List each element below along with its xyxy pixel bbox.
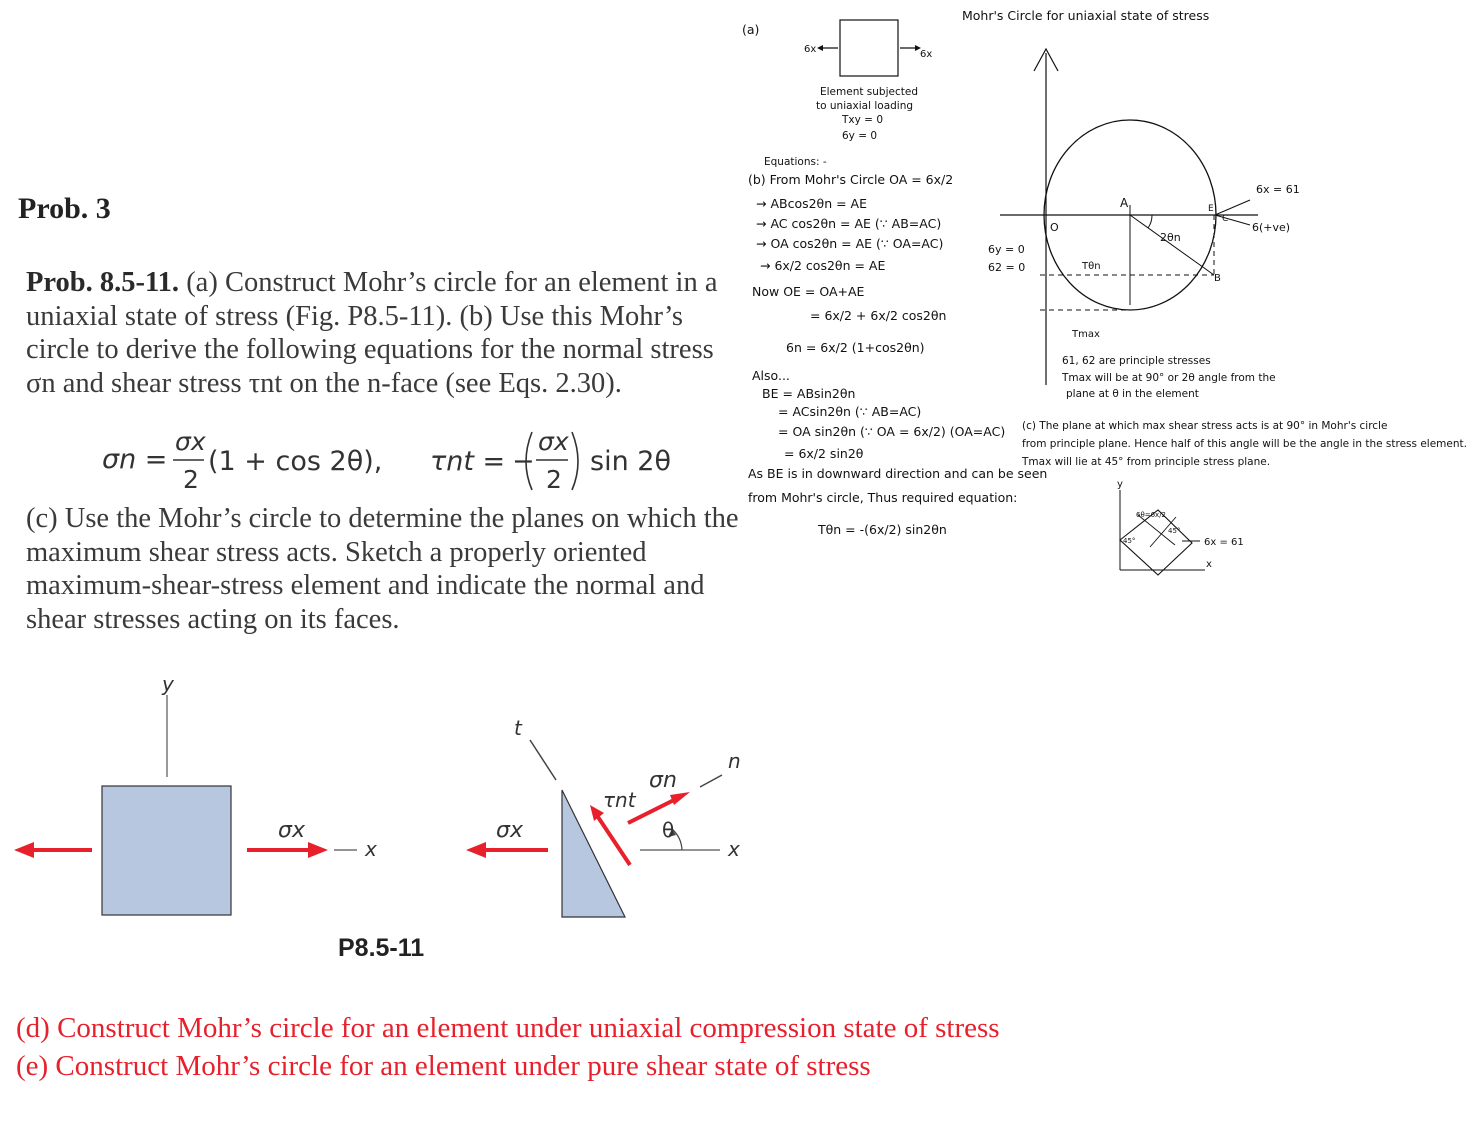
mohr-O: O bbox=[1050, 221, 1059, 234]
hw-element-sx-right: 6x bbox=[920, 49, 933, 60]
stress-element-square bbox=[102, 786, 231, 915]
sketch-x-label: x bbox=[1206, 559, 1212, 570]
tau-arrow-head bbox=[590, 805, 604, 821]
hw-also-line-1: BE = ABsin2θn bbox=[762, 386, 856, 401]
figure-label: P8.5-11 bbox=[338, 934, 425, 962]
eq-tau-rest: sin 2θ bbox=[590, 446, 671, 477]
mohr-pointer-1 bbox=[1215, 200, 1250, 215]
eq-tau-den: 2 bbox=[546, 465, 562, 494]
mohr-tau-theta: Tθn bbox=[1082, 261, 1101, 272]
sigma-x-label-1: σx bbox=[278, 818, 305, 843]
hw-b-line-7: 6n = 6x/2 (1+cos2θn) bbox=[786, 340, 925, 355]
hw-b-line-5: Now OE = OA+AE bbox=[752, 284, 865, 299]
sketch-45-b: 45° bbox=[1168, 527, 1181, 535]
problem-text-c: (c) Use the Mohr’s circle to determine the planes on which the maximum shear stress acts. Sketch a properly oriented maximum-shear-stress element and indicate the normal and shear stresses acting on its faces. bbox=[26, 503, 739, 635]
mohr-sy0: 6y = 0 bbox=[988, 243, 1025, 256]
hw-eq-header: Equations: - bbox=[764, 156, 827, 168]
hw-mohr-title: Mohr's Circle for uniaxial state of stress bbox=[962, 8, 1210, 23]
hw-also-line-0: Also... bbox=[752, 368, 790, 383]
mohr-tau-max: Tmax bbox=[1072, 329, 1100, 340]
hw-part-c-1: from principle plane. Hence half of this angle will be the angle in the stress element. bbox=[1022, 438, 1467, 450]
sketch-top-label: 6θ=6x/2 bbox=[1136, 511, 1167, 519]
sigma-n-label: σn bbox=[649, 768, 677, 793]
mohr-2theta-label: 2θn bbox=[1160, 231, 1181, 244]
hw-note-2: plane at θ in the element bbox=[1066, 388, 1199, 400]
eq-tau-lhs: τnt = bbox=[430, 446, 506, 477]
mohr-C: C bbox=[1222, 214, 1229, 224]
hw-element-caption-2: to uniaxial loading bbox=[816, 100, 914, 112]
wedge-arrow-head bbox=[466, 842, 486, 858]
eq-sigma-den: 2 bbox=[183, 465, 199, 494]
hw-also-line-4: = 6x/2 sin2θ bbox=[784, 446, 864, 461]
mohr-sigma-pos: 6(+ve) bbox=[1252, 221, 1291, 234]
hw-also-line-6: from Mohr's circle, Thus required equation: bbox=[748, 490, 1018, 505]
sketch-sx-label: 6x = 61 bbox=[1204, 537, 1244, 548]
hw-max-shear-sketch bbox=[1080, 475, 1260, 615]
mohr-circle-sketch bbox=[988, 35, 1320, 395]
axis-n-label: n bbox=[728, 749, 741, 773]
axis-t-label: t bbox=[514, 716, 522, 740]
axis-x-label-1: x bbox=[365, 837, 377, 861]
mohr-sx-s1: 6x = 61 bbox=[1256, 183, 1300, 196]
hw-also-line-7: Tθn = -(6x/2) sin2θn bbox=[818, 522, 947, 537]
hw-b-line-0: (b) From Mohr's Circle OA = 6x/2 bbox=[748, 172, 954, 187]
theta-label: θ bbox=[662, 818, 675, 842]
hw-b-line-3: → OA cos2θn = AE (∵ OA=AC) bbox=[756, 236, 944, 251]
mohr-B: B bbox=[1214, 273, 1221, 284]
problem-number: Prob. 8.5-11. bbox=[26, 267, 180, 298]
figure-p8-5-11 bbox=[0, 665, 760, 930]
tau-nt-label: τnt bbox=[603, 788, 636, 812]
eq-tau-num: σx bbox=[538, 427, 569, 456]
axis-x-label-2: x bbox=[728, 837, 740, 861]
question-d: (d) Construct Mohr’s circle for an element under uniaxial compression state of stress bbox=[16, 1012, 1000, 1044]
hw-note-1: Tmax will be at 90° or 2θ angle from the bbox=[1062, 372, 1276, 384]
mohr-E: E bbox=[1208, 204, 1214, 214]
sigma-x-label-2: σx bbox=[496, 818, 523, 843]
eq-sigma-lhs: σn = bbox=[102, 444, 168, 475]
tau-arrow bbox=[598, 817, 630, 865]
hw-b-line-2: → AC cos2θn = AE (∵ AB=AC) bbox=[756, 216, 942, 231]
hw-element-caption-3: Txy = 0 bbox=[842, 114, 883, 126]
t-axis-line bbox=[530, 740, 556, 780]
right-arrow-head bbox=[308, 842, 328, 858]
mohr-radius-b bbox=[1130, 215, 1214, 275]
sigma-n-arrow-head bbox=[670, 792, 690, 805]
hw-element-sx-left: 6x bbox=[804, 44, 817, 55]
svg-text:−: − bbox=[512, 446, 535, 477]
hw-also-line-5: As BE is in downward direction and can be seen bbox=[748, 466, 1048, 481]
mohr-2theta-arc bbox=[1148, 215, 1152, 228]
hw-b-line-1: → ABcos2θn = AE bbox=[756, 196, 867, 211]
mohr-pointer-2 bbox=[1215, 215, 1250, 225]
problem-label: Prob. 3 bbox=[18, 192, 111, 225]
hw-b-line-6: = 6x/2 + 6x/2 cos2θn bbox=[810, 308, 947, 323]
n-axis-line bbox=[700, 775, 722, 787]
hw-also-line-2: = ACsin2θn (∵ AB=AC) bbox=[778, 404, 922, 419]
eq-sigma-rest: (1 + cos 2θ), bbox=[208, 446, 383, 477]
hw-element-box bbox=[840, 20, 898, 76]
hw-element-sketch bbox=[800, 15, 940, 85]
mohr-s2: 62 = 0 bbox=[988, 261, 1026, 274]
problem-text-ab: (a) Construct Mohr’s circle for an element in a uniaxial state of stress (Fig. P8.5-11). (b) Use this Mohr’s circle to derive the following equations for the normal stress σn and shear stress τnt on the n-face (see Eqs. 2.30). bbox=[26, 267, 718, 399]
problem-statement bbox=[26, 266, 746, 400]
hw-also-line-3: = OA sin2θn (∵ OA = 6x/2) (OA=AC) bbox=[778, 424, 1006, 439]
left-arrow-head bbox=[14, 842, 34, 858]
eq-sigma-num: σx bbox=[175, 427, 206, 456]
hw-element-caption-1: Element subjected bbox=[820, 86, 918, 98]
hw-element-caption-4: 6y = 0 bbox=[842, 130, 878, 142]
sketch-y-label: y bbox=[1117, 479, 1123, 490]
axis-y-label: y bbox=[162, 672, 174, 696]
sketch-45-a: 45° bbox=[1123, 537, 1136, 545]
question-e: (e) Construct Mohr’s circle for an element under pure shear state of stress bbox=[16, 1050, 871, 1082]
hw-b-line-4: → 6x/2 cos2θn = AE bbox=[760, 258, 886, 273]
hw-part-c-0: (c) The plane at which max shear stress acts is at 90° in Mohr's circle bbox=[1022, 420, 1388, 432]
hw-part-a: (a) bbox=[742, 22, 760, 37]
equation-row bbox=[100, 420, 720, 495]
hw-part-c-2: Tmax will lie at 45° from principle stress plane. bbox=[1022, 456, 1271, 468]
mohr-A: A bbox=[1120, 196, 1129, 210]
hw-note-0: 61, 62 are principle stresses bbox=[1062, 355, 1211, 367]
equation-svg bbox=[100, 420, 720, 495]
